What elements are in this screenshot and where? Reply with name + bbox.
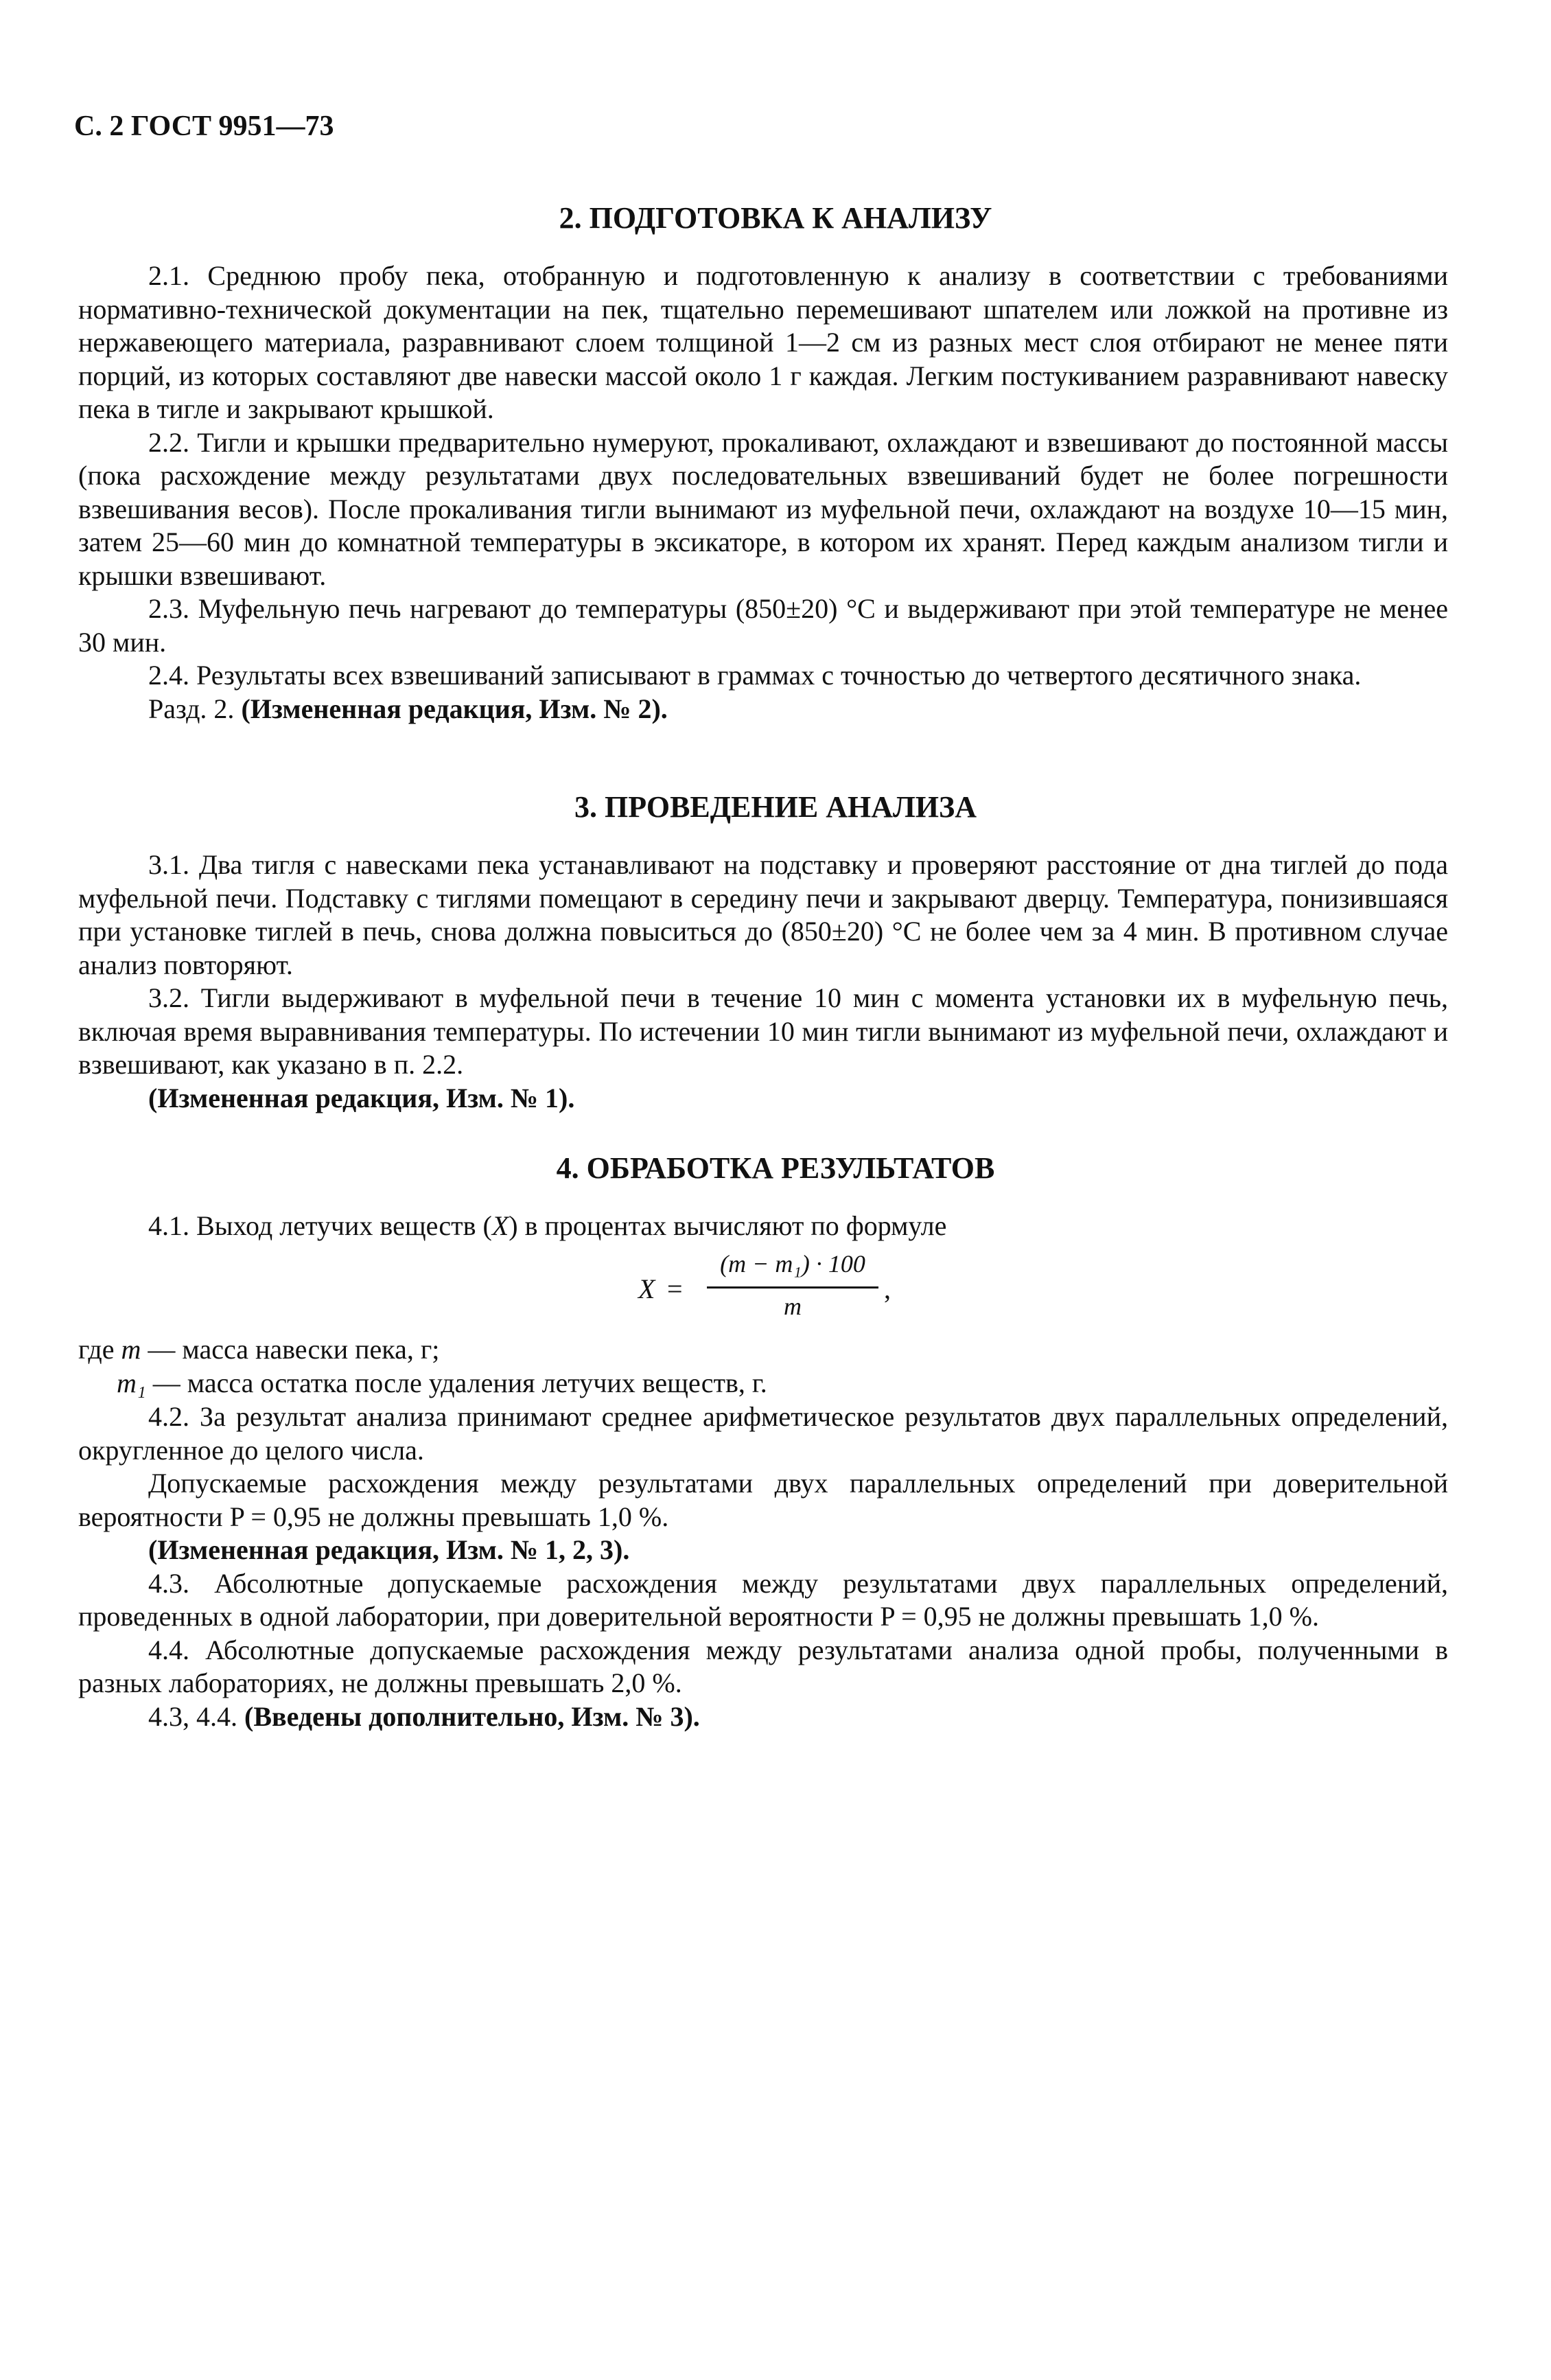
- fraction-bar: [707, 1286, 878, 1289]
- note-prefix: Разд. 2.: [148, 693, 242, 724]
- definition-m1: m₁ — масса остатка после удаления летучих веществ, г.: [117, 1367, 767, 1398]
- formula-equals: =: [667, 1273, 683, 1304]
- formula-definitions: [78, 1333, 767, 1400]
- paragraph-4-4: 4.4. Абсолютные допускаемые расхождения между результатами анализа одной пробы, полученными в разных лабораториях, не должны превышать 2,0 %.: [78, 1634, 1448, 1698]
- section-2-title: 2. ПОДГОТОВКА К АНАЛИЗУ: [559, 201, 992, 235]
- formula-denominator: m: [784, 1293, 802, 1320]
- paragraph-2-2: 2.2. Тигли и крышки предварительно нумеруют, прокаливают, охлаждают и взвешивают до постоянной массы (пока расхождение между результатами двух последовательных взвешиваний будет не более погрешности взвешивания весов). После прокаливания тигли вынимают из муфельной печи, охлаждают на воздухе 10—15 мин, затем 25—60 мин до комнатной температуры в эксикаторе, в котором их хранят. Перед каждым анализом тигли и крышки взвешивают.: [78, 426, 1448, 591]
- formula-numerator: (m − m₁) · 100: [720, 1250, 865, 1278]
- section-3-body: [78, 848, 1448, 1115]
- paragraph-3-1: 3.1. Два тигля с навесками пека устанавливают на подставку и проверяют расстояние от дна тиглей до пода муфельной печи. Подставку с тиглями помещают в середину печи и закрывают дверцу. Температура, понизившаяся при установке тиглей в печь, снова должна повыситься до (850±20) °С не более чем за 4 мин. В противном случае анализ повторяют.: [78, 849, 1448, 980]
- paragraph-2-3: 2.3. Муфельную печь нагревают до температуры (850±20) °С и выдерживают при этой температуре не менее 30 мин.: [78, 593, 1448, 658]
- paragraph-4-2: 4.2. За результат анализа принимают среднее арифметическое результатов двух параллельных определений, округленное до целого числа.: [78, 1401, 1448, 1466]
- section-2-body: [78, 259, 1448, 726]
- section-4-body: [78, 1400, 1448, 1733]
- paragraph-4-2-tolerance: Допускаемые расхождения между результатами двух параллельных определений при доверительной вероятности P = 0,95 не должны превышать 1,0 %.: [78, 1468, 1448, 1532]
- formula-lhs: X: [638, 1273, 655, 1304]
- page-header: С. 2 ГОСТ 9951—73: [74, 111, 334, 142]
- section-4-title: 4. ОБРАБОТКА РЕЗУЛЬТАТОВ: [556, 1151, 995, 1185]
- paragraph-3-2: 3.2. Тигли выдерживают в муфельной печи в течение 10 мин с момента установки их в муфельную печь, включая время выравнивания температуры. По истечении 10 мин тигли вынимают из муфельной печи, охлаждают и взвешивают, как указано в п. 2.2.: [78, 982, 1448, 1080]
- section-2-note: [78, 693, 1448, 726]
- section-4-note-2: 4.3, 4.4. (Введены дополнительно, Изм. № 3).: [148, 1700, 700, 1732]
- section-3-title: 3. ПРОВЕДЕНИЕ АНАЛИЗА: [574, 790, 977, 824]
- formula-comma: ,: [884, 1273, 891, 1304]
- revision-note: (Измененная редакция, Изм. № 2).: [241, 693, 668, 724]
- paragraph-2-1: 2.1. Среднюю пробу пека, отобранную и подготовленную к анализу в соответствии с требованиями нормативно-технической документации на пек, тщательно перемешивают шпателем или ложкой на противне из нержавеющего материала, разравнивают слоем толщиной 1—2 см из разных мест слоя отбирают не менее пяти порций, из которых составляют две навески массой около 1 г каждая. Легким постукиванием разравнивают навеску пека в тигле и закрывают крышкой.: [78, 260, 1448, 424]
- formula: [638, 1249, 968, 1325]
- definition-m: где m — масса навески пека, г;: [78, 1334, 440, 1365]
- paragraph-4-3: 4.3. Абсолютные допускаемые расхождения между результатами двух параллельных определений, проведенных в одной лаборатории, при доверительной вероятности P = 0,95 не должны превышать 1,0 %.: [78, 1567, 1448, 1632]
- variable-x: X: [491, 1210, 509, 1241]
- paragraph-4-1: 4.1. Выход летучих веществ (X) в процентах вычисляют по формуле: [148, 1210, 947, 1241]
- section-4-note-1: (Измененная редакция, Изм. № 1, 2, 3).: [148, 1534, 630, 1565]
- section-3-note: (Измененная редакция, Изм. № 1).: [148, 1082, 575, 1113]
- paragraph-2-4: 2.4. Результаты всех взвешиваний записывают в граммах с точностью до четвертого десятичного знака.: [148, 660, 1362, 691]
